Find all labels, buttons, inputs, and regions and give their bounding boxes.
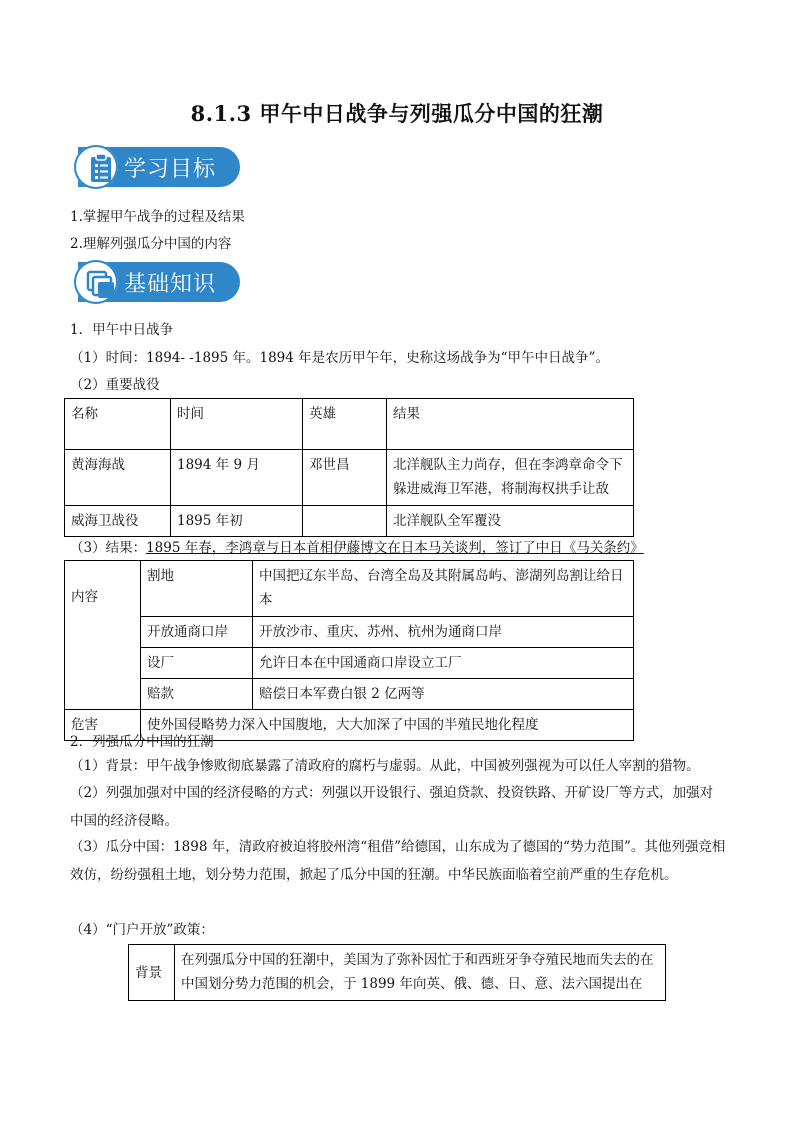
goals-banner-label: 学习目标 [124, 157, 217, 182]
clipboard-icon [84, 152, 118, 186]
table-row [65, 561, 634, 617]
item-label: 割地 [141, 561, 253, 617]
open-door-label: 背景 [129, 945, 175, 1001]
item-label: 赔款 [141, 679, 253, 710]
harm-text: 使外国侵略势力深入中国腹地，大大加深了中国的半殖民地化程度 [141, 710, 634, 741]
goal-item-1: 1.掌握甲午战争的过程及结果 [70, 209, 245, 225]
battle-result: 北洋舰队主力尚存，但在李鸿章命令下躲进威海卫军港，将制海权拱手让敌 [387, 450, 634, 506]
table-row [65, 679, 634, 710]
war-time: （1）时间：1894- -1895 年。1894 年是农历甲午年，史称这场战争为“甲午中日战争”。 [70, 350, 609, 366]
section2-heading: 2．列强瓜分中国的狂潮 [70, 734, 214, 750]
header-time: 时间 [171, 399, 303, 450]
item-text: 开放沙市、重庆、苏州、杭州为通商口岸 [253, 617, 634, 648]
item-text: 赔偿日本军费白银 2 亿两等 [253, 679, 634, 710]
content-label: 内容 [65, 561, 141, 710]
item-label: 设厂 [141, 648, 253, 679]
battle-time: 1894 年 9 月 [171, 450, 303, 506]
battle-result: 北洋舰队全军覆没 [387, 506, 634, 537]
table-row [129, 945, 666, 1001]
item-text: 允许日本在中国通商口岸设立工厂 [253, 648, 634, 679]
battle-name: 威海卫战役 [65, 506, 171, 537]
folders-icon [84, 267, 118, 301]
goal-item-2: 2.理解列强瓜分中国的内容 [70, 236, 232, 252]
header-name: 名称 [65, 399, 171, 450]
table-row [65, 450, 634, 506]
basics-banner [78, 262, 240, 302]
goals-banner [78, 147, 240, 187]
section2-background: （1）背景：甲午战争惨败彻底暴露了清政府的腐朽与虚弱。从此，中国被列强视为可以任人宰割的猎物。 [70, 758, 700, 774]
result-line [70, 536, 644, 556]
battles-heading: （2）重要战役 [70, 377, 160, 393]
page-title: 8.1.3 甲午中日战争与列强瓜分中国的狂潮 [190, 101, 604, 126]
item-text: 中国把辽东半岛、台湾全岛及其附属岛屿、澎湖列岛割让给日本 [253, 561, 634, 617]
section2-partition: （3）瓜分中国：1898 年，清政府被迫将胶州湾“租借”给德国，山东成为了德国的“势力范围”。其他列强竞相效仿，纷纷强租土地，划分势力范围，掀起了瓜分中国的狂潮。中华民族面临着空前严重的生存危机。 [70, 839, 726, 883]
battle-hero: 邓世昌 [303, 450, 387, 506]
table-header-row [65, 399, 634, 450]
open-door-table [128, 944, 666, 1001]
harm-label: 危害 [65, 710, 141, 741]
open-door-heading: （4）“门户开放”政策： [70, 922, 214, 938]
battle-name: 黄海海战 [65, 450, 171, 506]
table-row [65, 506, 634, 537]
result-prefix: （3）结果： [70, 540, 147, 556]
open-door-text: 在列强瓜分中国的狂潮中，美国为了弥补因忙于和西班牙争夺殖民地而失去的在中国划分势力范围的机会，于 1899 年向英、俄、德、日、意、法六国提出在 [175, 945, 666, 1001]
battle-time: 1895 年初 [171, 506, 303, 537]
treaty-table [64, 560, 634, 741]
battles-table [64, 398, 634, 537]
battle-hero [303, 506, 387, 537]
header-result: 结果 [387, 399, 634, 450]
section2-economic: （2）列强加强对中国的经济侵略的方式：列强以开设银行、强迫贷款、投资铁路、开矿设厂等方式，加强对中国的经济侵略。 [70, 785, 714, 829]
section1-heading: 1．甲午中日战争 [70, 322, 174, 338]
header-hero: 英雄 [303, 399, 387, 450]
basics-banner-label: 基础知识 [124, 272, 217, 297]
result-text: 1895 年春，李鸿章与日本首相伊藤博文在日本马关谈判，签订了中日《马关条约》 [146, 540, 644, 556]
table-row [65, 648, 634, 679]
table-row [65, 617, 634, 648]
item-label: 开放通商口岸 [141, 617, 253, 648]
